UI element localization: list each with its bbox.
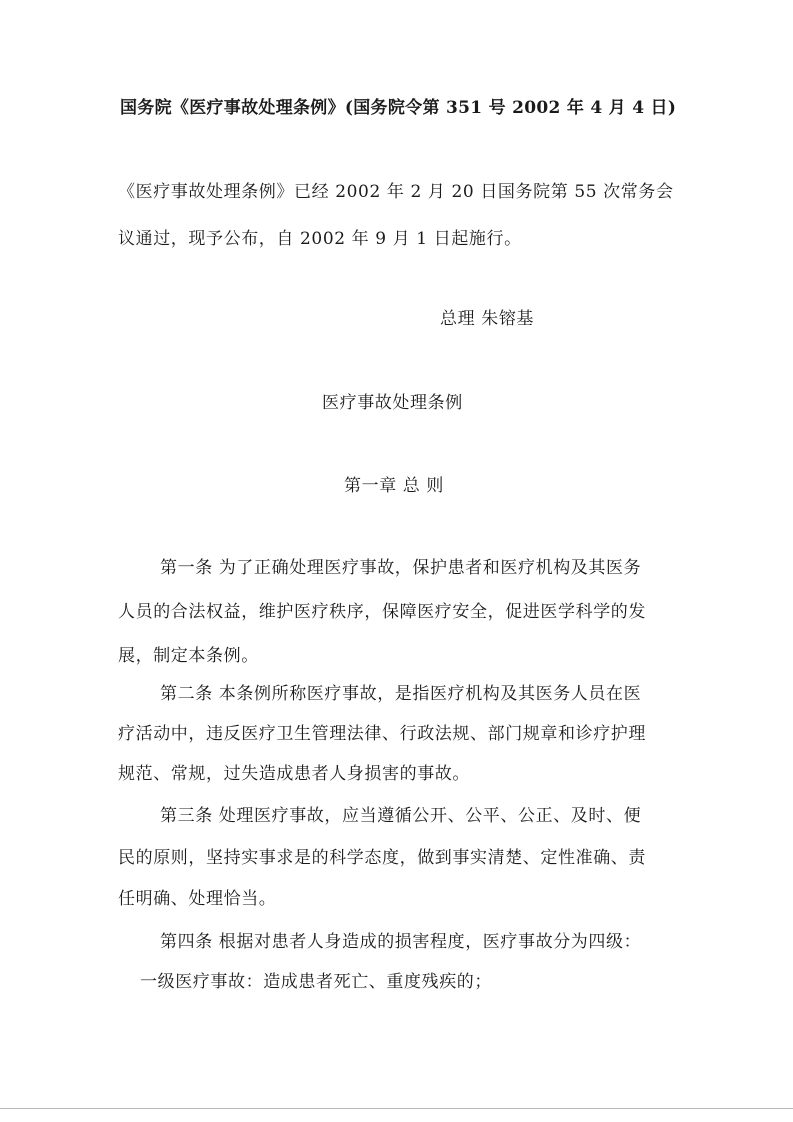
- article-4-line-2: 一级医疗事故：造成患者死亡、重度残疾的；: [140, 972, 492, 992]
- chapter-heading: 第一章 总 则: [344, 476, 445, 496]
- article-3-line-3: 任明确、处理恰当。: [118, 889, 277, 909]
- article-1-line-3: 展，制定本条例。: [118, 646, 259, 666]
- article-3-line-1: 第三条 处理医疗事故，应当遵循公开、公平、公正、及时、便: [160, 806, 642, 826]
- article-1-line-1: 第一条 为了正确处理医疗事故，保护患者和医疗机构及其医务: [160, 558, 642, 578]
- page-bottom-divider: [0, 1108, 793, 1109]
- intro-paragraph-line-2: 议通过，现予公布，自 2002 年 9 月 1 日起施行。: [118, 229, 522, 249]
- article-3-line-2: 民的原则，坚持实事求是的科学态度，做到事实清楚、定性准确、责: [118, 848, 646, 868]
- article-4-line-1: 第四条 根据对患者人身造成的损害程度，医疗事故分为四级：: [160, 932, 642, 952]
- signature: 总理 朱镕基: [440, 309, 535, 329]
- article-2-line-3: 规范、常规，过失造成患者人身损害的事故。: [118, 764, 470, 784]
- intro-paragraph-line-1: 《医疗事故处理条例》已经 2002 年 2 月 20 日国务院第 55 次常务会: [118, 182, 674, 202]
- document-title: 国务院《医疗事故处理条例》(国务院令第 351 号 2002 年 4 月 4 日): [120, 98, 677, 118]
- article-2-line-2: 疗活动中，违反医疗卫生管理法律、行政法规、部门规章和诊疗护理: [118, 724, 646, 744]
- article-2-line-1: 第二条 本条例所称医疗事故，是指医疗机构及其医务人员在医: [160, 684, 642, 704]
- regulation-title: 医疗事故处理条例: [322, 393, 463, 413]
- article-1-line-2: 人员的合法权益，维护医疗秩序，保障医疗安全，促进医学科学的发: [118, 602, 646, 622]
